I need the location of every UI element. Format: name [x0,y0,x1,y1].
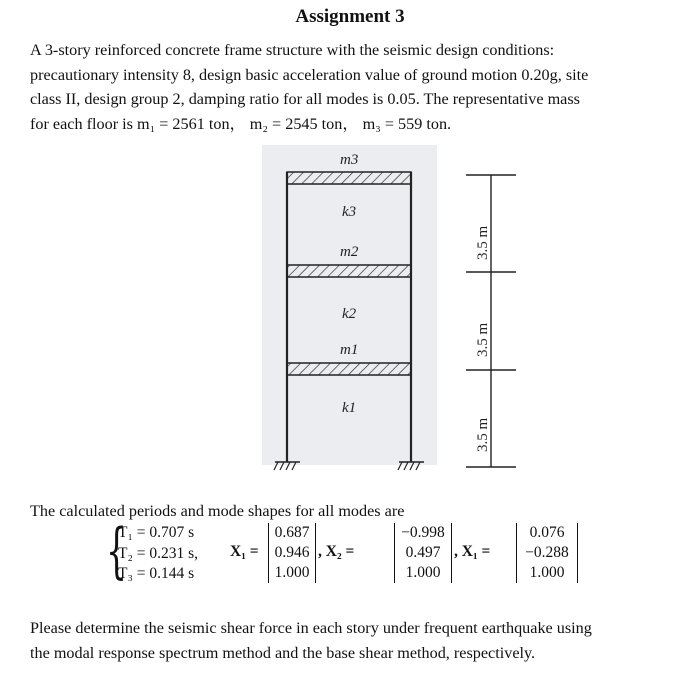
stiffness-label-2: k2 [342,306,357,322]
assignment-title: Assignment 3 [295,6,405,27]
mode-3-vector [516,523,578,583]
intro-line: for each floor is m₁ = 2561 ton， m₂ = 2545 ton， m₃ = 559 ton. [30,114,452,133]
intro-line: class II, design group 2, damping ratio for all modes is 0.05. The representative mass [30,90,580,108]
period-2: T₂ = 0.231 s, [118,544,199,562]
mode-2-value: 1.000 [405,564,441,581]
intro-line: precautionary intensity 8, design basic acceleration value of ground motion 0.20g, site [30,65,589,84]
mode-3-label: , X₁ = [454,543,491,560]
mode-3-value: 1.000 [529,564,565,581]
story-height-3: 3.5 m [475,225,491,260]
question-line: Please determine the seismic shear force in each story under frequent earthquake using [30,619,592,637]
height-dimension [466,175,516,467]
mode-3-value: 0.076 [529,524,565,541]
mode-2-vector [394,523,452,583]
left-brace: { [106,516,128,586]
stiffness-label-1: k1 [342,400,357,416]
mode-1-value: 0.946 [274,544,310,561]
mass-label-3: m3 [340,152,359,168]
question-line: the modal response spectrum method and the base shear method, respectively. [30,644,536,662]
mode-1-value: 0.687 [274,524,310,541]
period-list [118,523,198,585]
mode-3-value: −0.288 [525,544,569,561]
story-height-2: 3.5 m [475,322,491,357]
story-height-1: 3.5 m [475,417,491,452]
mode-2-label: , X₂ = [318,543,355,560]
calc-intro: The calculated periods and mode shapes for all modes are [30,502,405,520]
beam-floor-2 [287,265,411,277]
beam-roof [287,172,411,184]
period-3: T₃ = 0.144 s [118,565,195,582]
mode-1-vector [268,523,316,583]
mode-2-value: −0.998 [401,524,445,541]
period-1: T₁ = 0.707 s [118,524,195,541]
question [30,616,674,666]
mode-1-label: X₁ = [230,543,259,560]
beam-floor-1 [287,363,411,375]
intro-line: A 3-story reinforced concrete frame structure with the seismic design conditions: [30,41,555,59]
mass-label-1: m1 [340,342,359,358]
mass-label-2: m2 [340,244,359,260]
stiffness-label-3: k3 [342,204,357,220]
periods-and-modes [106,516,606,587]
mode-1-value: 1.000 [274,564,310,581]
mode-2-value: 0.497 [405,544,441,561]
